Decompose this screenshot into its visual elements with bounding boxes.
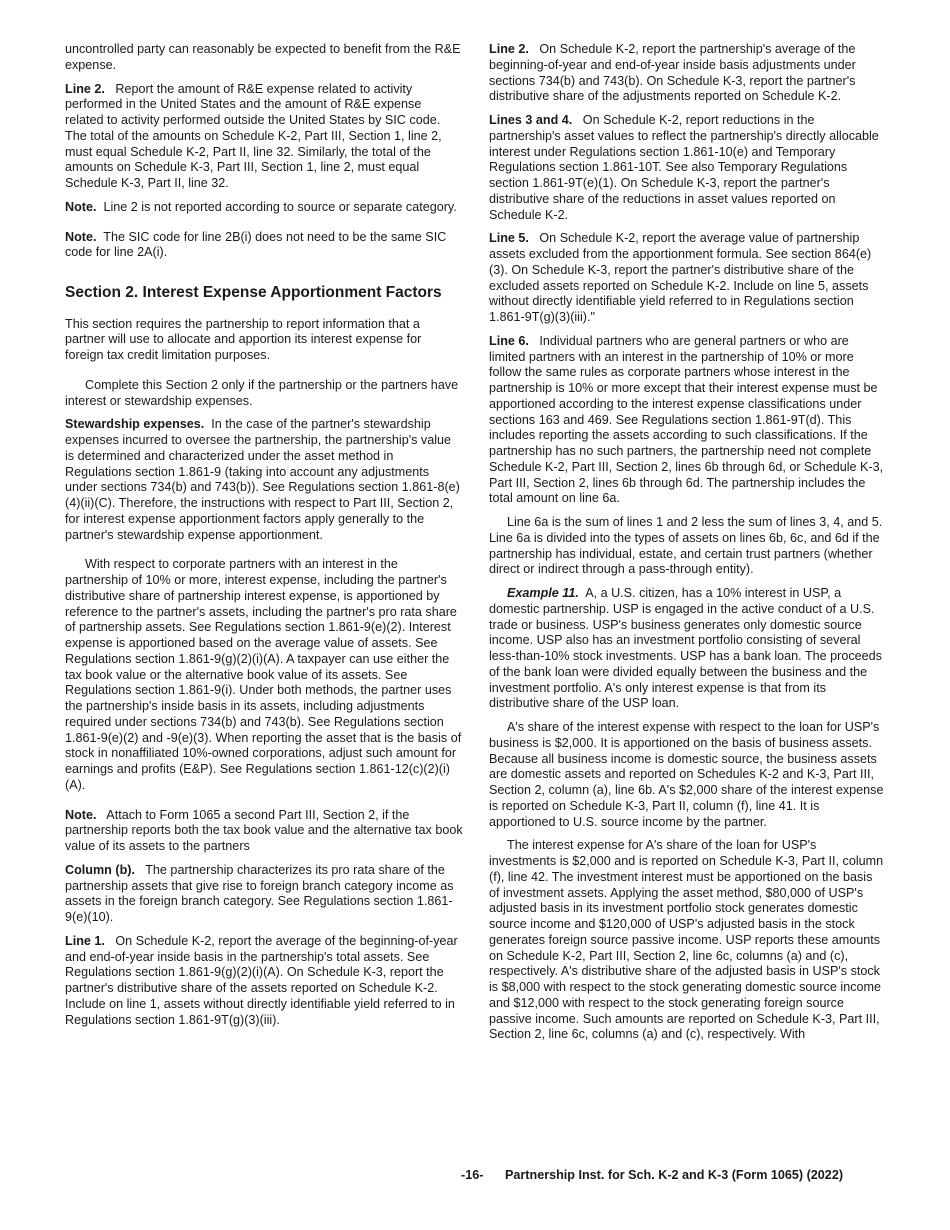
- left-column: [65, 42, 463, 1036]
- note-text: Line 2 is not reported according to source or separate category.: [103, 199, 457, 214]
- lines-3-4-paragraph: [489, 113, 885, 223]
- example-11-text: A, a U.S. citizen, has a 10% interest in USP, a domestic partnership. USP is engaged in the active conduct of a U.S. trade or business. USP's business generates only domestic source income. USP also has an investment portfolio consisting of several less-than-10% stock investments. USP has a bank loan. The proceeds of the bank loan were divided equally between the business and the investment portfolio. A's only interest expense is that from its distributive share of the USP loan.: [489, 586, 882, 711]
- paragraph-continued: uncontrolled party can reasonably be expected to benefit from the R&E expense.: [65, 42, 461, 72]
- right-column: [489, 42, 885, 1051]
- line-2-label: Line 2.: [65, 81, 105, 96]
- line-2-paragraph: [65, 82, 463, 192]
- lines-3-4-text: On Schedule K-2, report reductions in the partnership's asset values to reflect the partnership's directly allocable interest under Regulations section 1.861-10(e) and Temporary Regulations section 1.861-10T. See also Temporary Regulations section 1.861-9T(e)(1). On Schedule K-3, report the partner's distributive share of the reductions in asset values reported on Schedule K-2.: [489, 113, 879, 222]
- stewardship-paragraph: [65, 417, 463, 543]
- note-paragraph: [65, 230, 463, 262]
- line-2-label: Line 2.: [489, 42, 529, 56]
- note-label: Note.: [65, 229, 97, 244]
- note-text: The SIC code for line 2B(i) does not need to be the same SIC code for line 2A(i).: [65, 229, 447, 260]
- section-heading: Section 2. Interest Expense Apportionment Factors: [65, 284, 442, 301]
- business-interest-paragraph: A's share of the interest expense with respect to the loan for USP's business is $2,000. It is apportioned on the basis of business assets. Because all business income is domestic source, the business assets are domestic assets and reported on Schedules K-2 and K-3, Part III, Section 2, column (a), line 6b. A's $2,000 share of the interest expense is reported on Schedule K-3, Part II, column (f), line 41. It is apportioned to U.S. source income by the partner.: [489, 720, 884, 829]
- investment-interest-paragraph: The interest expense for A's share of the loan for USP's investments is $2,000 and is reported on Schedule K-3, Part II, column (f), line 42. The investment interest must be apportioned on the basis of investment assets. Applying the asset method, $80,000 of USP's adjusted basis in its investment portfolio stock generates domestic source income and $120,000 of USP's adjusted basis in the stock generates foreign source passive income. USP reports these amounts on Schedule K-2, Part III, Section 2, line 6c, columns (a) and (c), respectively. A's distributive share of the adjusted basis in USP's stock is $8,000 with respect to the stock generating domestic source income and $12,000 with respect to the stock generating foreign source passive income. Such amounts are reported on Schedule K-3, Part III, Section 2, line 6c, columns (a) and (c), respectively. With: [489, 838, 884, 1042]
- example-11-paragraph: [489, 586, 885, 712]
- line-1-label: Line 1.: [65, 933, 105, 948]
- line-6-label: Line 6.: [489, 333, 529, 348]
- section-intro-paragraph: This section requires the partnership to report information that a partner will use to allocate and apportion its interest expense for foreign tax credit limitation purposes.: [65, 316, 422, 362]
- column-b-label: Column (b).: [65, 862, 135, 877]
- column-b-text: The partnership characterizes its pro rata share of the partnership assets that give rise to foreign branch category income as assets in the foreign branch category. See Regulations section 1.861-9(e)(10).: [65, 862, 454, 924]
- note-paragraph: [65, 200, 463, 216]
- complete-section-paragraph: Complete this Section 2 only if the partnership or the partners have interest or stewardship expenses.: [65, 377, 459, 408]
- line-5-paragraph: [489, 231, 885, 326]
- line-6-text: Individual partners who are general partners or who are limited partners with an interest in the partnership of 10% or more follow the same rules as corporate partners whose interest in the partnership is 10% or more except that their interest expense must be apportioned according to the interest expense classifications under sections 163 and 469. See Regulations section 1.861-9T(d). This includes reporting the assets according to such classifications. If the partnership has no such partners, the partnership need not complete Schedule K-2, Part III, Section 2, lines 6b through 6d, or Schedule K-3, Part III, Section 2, lines 6b through 6d. The partnership includes the total amount on line 6a.: [489, 333, 884, 506]
- line-5-label: Line 5.: [489, 231, 529, 246]
- stewardship-text: In the case of the partner's stewardship expenses incurred to oversee the partnership, the partnership's value is determined and characterized under the asset method in Regulations section 1.861-9 (taking into account any adjustments under sections 734(b) and 743(b)). See Regulations section 1.861-8(e)(4)(ii)(C). Therefore, the instructions with respect to Part III, Section 2, for interest expense apportionment factors apply generally to the partner's stewardship expense apportionment.: [65, 417, 460, 542]
- line-1-text: On Schedule K-2, report the average of the beginning-of-year and end-of-year inside basis in the partnership's total assets. See Regulations section 1.861-9(g)(2)(i)(A). On Schedule K-3, report the partner's distributive share of the assets reported on Schedule K-2. Include on line 1, assets without directly identifiable yield referred to in Regulations section 1.861-9T(g)(3)(iii).: [65, 933, 458, 1027]
- footer-title: Partnership Inst. for Sch. K-2 and K-3 (Form 1065) (2022): [505, 1168, 844, 1182]
- stewardship-label: Stewardship expenses.: [65, 417, 205, 432]
- lines-3-4-label: Lines 3 and 4.: [489, 113, 573, 127]
- note-text: Attach to Form 1065 a second Part III, Section 2, if the partnership reports both the tax book value and the alternative tax book value of its assets to the partners: [65, 807, 463, 853]
- line-2-text: On Schedule K-2, report the partnership's average of the beginning-of-year and end-of-year inside basis adjustments under sections 734(b) and 743(b). On Schedule K-3, report the partner's distributive share of the adjustments reported on Schedule K-2.: [489, 42, 856, 104]
- line-1-paragraph: [65, 934, 463, 1029]
- example-11-label: Example 11.: [507, 586, 579, 600]
- note-label: Note.: [65, 199, 97, 214]
- column-b-paragraph: [65, 863, 463, 926]
- line-2-paragraph: [489, 42, 885, 105]
- note-label: Note.: [65, 807, 97, 822]
- corporate-partners-paragraph: With respect to corporate partners with an interest in the partnership of 10% or more, interest expense, including the partner's distributive share of partnership interest expense, is apportioned by reference to the partner's assets, including the partner's pro rata share of partnership assets. See Regulations section 1.861-9(e)(2). Interest expense is apportioned based on the average value of assets. See Regulations section 1.861-9(g)(2)(i)(A). A taxpayer can use either the tax book value or the alternative book value of its assets. See Regulations section 1.861-9(i). Under both methods, the partner uses the partnership's inside basis in its assets, including adjustments required under sections 734(b) and 743(b). See Regulations section 1.861-9(e)(2) and -9(e)(3). When reporting the asset that is the basis of stock in nonaffiliated 10%-owned corporations, adjust such amount for earnings and profits (E&P). See Regulations section 1.861-12(c)(2)(i)(A).: [65, 557, 462, 792]
- line-5-text: On Schedule K-2, report the average value of partnership assets excluded from the apportionment formula. See section 864(e)(3). On Schedule K-3, report the partner's distributive share of the excluded assets reported on Schedule K-2. Include on line 5, assets without directly identifiable yield referred to in Regulations section 1.861-9T(g)(3)(iii).": [489, 231, 872, 324]
- line-6-paragraph: [489, 334, 885, 507]
- note-paragraph: [65, 808, 463, 855]
- page-number: -16-: [461, 1168, 484, 1182]
- line-6a-paragraph: Line 6a is the sum of lines 1 and 2 less the sum of lines 3, 4, and 5. Line 6a is divided into the types of assets on lines 6b, 6c, and 6d if the partnership has individual, estate, and certain trust partners (whether direct or indirect through a pass-through entity).: [489, 515, 883, 577]
- line-2-text: Report the amount of R&E expense related to activity performed in the United States and the amount of R&E expense related to activity performed outside the United States by SIC code. The total of the amounts on Schedule K-2, Part III, Section 1, line 2, must equal Schedule K-2, Part II, line 32. Similarly, the total of the amounts on Schedule K-3, Part III, Section 1, line 2, must equal Schedule K-3, Part II, line 32.: [65, 81, 442, 190]
